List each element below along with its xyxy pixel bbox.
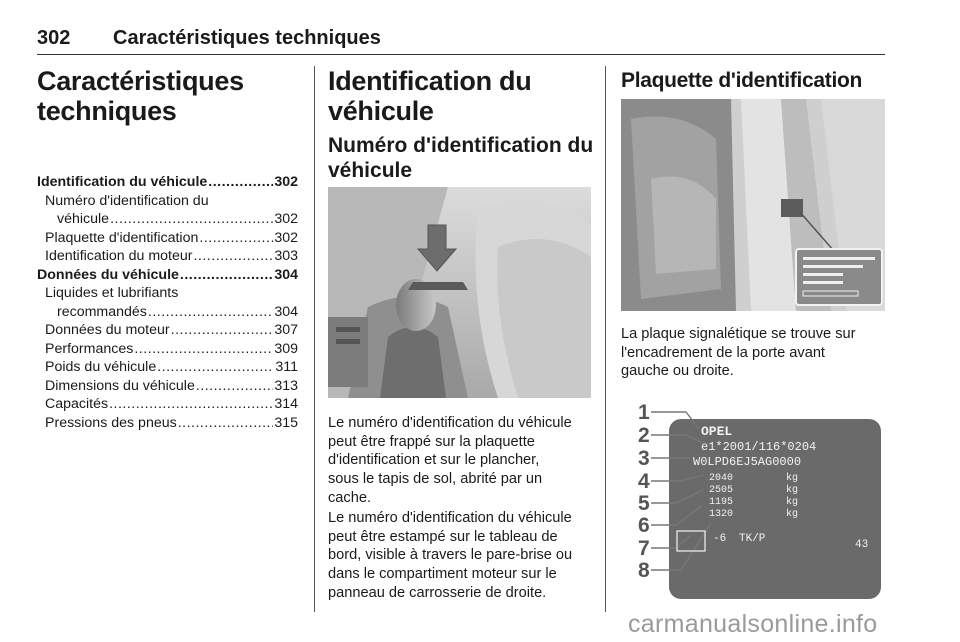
door-pillar-illustration xyxy=(621,99,885,311)
toc-entry-pressions[interactable]: Pressions des pneus ..... 315 xyxy=(37,414,298,433)
subsection-title: Numéro d'identification du véhicule xyxy=(328,134,594,182)
plate-unit-3: kg xyxy=(786,497,799,508)
toc-entry-poids[interactable]: Poids du véhicule ..... 311 xyxy=(37,358,298,377)
toc-entry-vin-line1[interactable]: Numéro d'identification du xyxy=(45,192,209,209)
callout-8: 8 xyxy=(638,559,650,582)
plaquette-paragraph: La plaque signalétique se trouve sur l'encadrement de la porte avant gauche ou droite. xyxy=(621,326,856,380)
page-number: 302 xyxy=(37,27,71,49)
plate-unit-1: kg xyxy=(786,473,799,484)
vin-paragraph-2: Le numéro d'identification du véhicule peut être estampé sur le tableau de bord, visible à travers le pare-brise ou dans le compartiment moteur sur le panneau de carrosserie de droite. xyxy=(328,510,573,601)
toc-entry-liquides-line1[interactable]: Liquides et lubrifiants xyxy=(45,285,179,301)
column-divider-1 xyxy=(314,66,315,612)
toc-entry-plaquette[interactable]: Plaquette d'identification ..... 302 xyxy=(37,229,298,248)
toc-entry-moteur-id[interactable]: Identification du moteur ..... 303 xyxy=(37,247,298,266)
identification-plate-diagram xyxy=(621,395,885,603)
running-header-title: Caractéristiques techniques xyxy=(113,27,381,49)
toc-entry-identification[interactable]: Identification du véhicule ..... 302 xyxy=(37,173,298,192)
toc-entry-vin-line2[interactable]: véhicule ..... 302 xyxy=(37,210,298,229)
section-title: Identification du véhicule xyxy=(328,66,532,126)
callout-3: 3 xyxy=(638,447,650,470)
column-divider-2 xyxy=(605,66,606,612)
toc-entry-donnees[interactable]: Données du véhicule ..... 304 xyxy=(37,266,298,285)
door-frame-photo xyxy=(621,99,885,311)
callout-5: 5 xyxy=(638,492,650,515)
toc-entry-performances[interactable]: Performances ..... 309 xyxy=(37,340,298,359)
plate-footer-text: TK/P xyxy=(739,533,766,545)
floor-vin-photo xyxy=(328,187,591,398)
table-of-contents xyxy=(37,173,298,432)
plate-weight-1: 2040 xyxy=(709,473,734,484)
toc-entry-liquides-line2[interactable]: recommandés ..... 304 xyxy=(37,303,298,322)
callout-1: 1 xyxy=(638,401,650,424)
callout-7: 7 xyxy=(638,537,650,560)
plate-brand: OPEL xyxy=(701,424,733,439)
plate-unit-4: kg xyxy=(786,509,799,520)
plate-approval: e1*2001/116*0204 xyxy=(701,440,817,454)
chapter-title: Caractéristiques techniques xyxy=(37,66,244,126)
plate-vin: W0LPD6EJ5AG0000 xyxy=(693,455,802,469)
callout-6: 6 xyxy=(638,514,650,537)
plate-weight-3: 1195 xyxy=(709,497,734,508)
vin-paragraph-1: Le numéro d'identification du véhicule peut être frappé sur la plaquette d'identification et sur le plancher, sous le tapis de sol, abrité par un cache. xyxy=(328,415,572,506)
callout-2: 2 xyxy=(638,424,650,447)
plate-unit-2: kg xyxy=(786,485,799,496)
plate-footer-right: 43 xyxy=(855,539,869,551)
plate-weight-2: 2505 xyxy=(709,485,734,496)
section-title-plaquette: Plaquette d'identification xyxy=(621,69,863,92)
plate-footer-code: -6 xyxy=(713,533,727,545)
plate-weight-4: 1320 xyxy=(709,509,734,520)
toc-entry-donnees-moteur[interactable]: Données du moteur ..... 307 xyxy=(37,321,298,340)
car-interior-illustration xyxy=(328,187,591,398)
header-rule xyxy=(37,54,885,55)
toc-entry-capacites[interactable]: Capacités ..... 314 xyxy=(37,395,298,414)
callout-4: 4 xyxy=(638,470,650,493)
toc-entry-dimensions[interactable]: Dimensions du véhicule ..... 313 xyxy=(37,377,298,396)
watermark: carmanualsonline.info xyxy=(628,610,878,638)
